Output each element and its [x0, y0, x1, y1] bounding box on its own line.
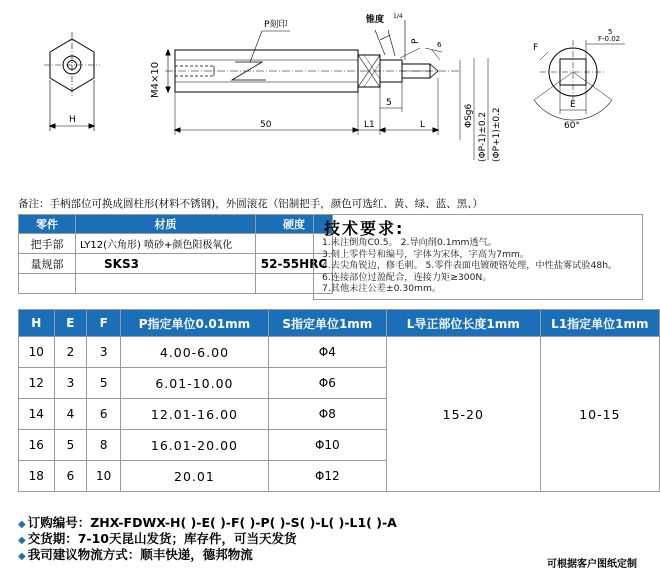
order-code: 订购编号：ZHX-FDWX-H( )-E( )-F( )-P( )-S( )-L( )-L1( )-A [27, 515, 397, 530]
label-taper-frac: 1/4 [393, 13, 403, 20]
label-taper: 锥度 [366, 15, 385, 25]
tech-lines [322, 237, 617, 295]
tech-line: 6.连接部位过盈配合，连接力矩≥300N。 [322, 271, 492, 283]
spec-table [18, 309, 660, 492]
materials-row [19, 274, 333, 294]
spec-p: 12.01-16.00 [121, 399, 269, 430]
label-h: H [69, 115, 76, 125]
materials-table [18, 214, 333, 294]
spec-header-p: P指定单位0.01mm [121, 310, 269, 337]
tech-line: 1.未注倒角C0.5。 2.导向削0.1mm透气。 [322, 237, 498, 248]
materials-header-row [19, 215, 333, 234]
spec-h: 16 [19, 430, 55, 461]
materials-material: SKS3 [76, 254, 256, 274]
materials-part [19, 274, 76, 294]
spec-header-l: L导正部位长度1mm [386, 310, 540, 337]
materials-header-part: 零件 [19, 215, 76, 234]
label-l1: L1 [364, 120, 375, 130]
spec-l-merged: 15-20 [386, 337, 540, 492]
label-e: E [570, 100, 576, 110]
spec-h: 12 [19, 368, 55, 399]
label-p-plus: (ΦP+1)±0.2 [492, 107, 502, 162]
spec-header-f: F [87, 310, 121, 337]
spec-l1-merged: 10-15 [540, 337, 659, 492]
logistics-text: 我司建议物流方式：顺丰快递，德邦物流 [27, 547, 253, 562]
spec-e: 2 [54, 337, 87, 368]
diamond-bullet-icon: ◆ [18, 551, 26, 562]
label-angle: 60° [564, 121, 580, 131]
materials-material [76, 274, 256, 294]
label-50: 50 [260, 120, 272, 130]
spec-f: 3 [87, 337, 121, 368]
diamond-bullet-icon: ◆ [18, 519, 26, 530]
label-p: P [411, 38, 421, 44]
label-5-top: 5 [608, 28, 613, 36]
custom-drawing-note: 可根据客户图纸定制 [547, 559, 637, 570]
label-m4x10: M4×10 [150, 61, 161, 98]
spec-p: 6.01-10.00 [121, 368, 269, 399]
spec-s: Φ6 [268, 368, 386, 399]
label-p-mark: P刻印 [264, 20, 288, 30]
spec-p: 4.00-6.00 [121, 337, 269, 368]
spec-header-h: H [19, 310, 55, 337]
tech-line: 3.刻上零件号和编号，字体为宋体，字高为7mm。 [322, 248, 530, 260]
spec-e: 4 [54, 399, 87, 430]
spec-p: 16.01-20.00 [121, 430, 269, 461]
spec-h: 18 [19, 461, 55, 492]
spec-e: 6 [54, 461, 87, 492]
spec-e: 3 [54, 368, 87, 399]
label-5: 5 [386, 98, 392, 108]
spec-h: 10 [19, 337, 55, 368]
tech-title: 技术要求: [324, 219, 405, 238]
spec-e: 5 [54, 430, 87, 461]
spec-p: 20.01 [121, 461, 269, 492]
label-f-tol: F-0.02 [598, 35, 621, 43]
spec-header-row [19, 310, 660, 337]
spec-row [19, 337, 660, 368]
label-p-minus: (ΦP-1)±0.2 [478, 111, 488, 162]
materials-part: 把手部 [19, 234, 76, 254]
spec-header-e: E [54, 310, 87, 337]
tech-line: 7.其他未注公差±0.30mm。 [322, 283, 442, 294]
spec-f: 8 [87, 430, 121, 461]
spec-header-l1: L1指定单位1mm [540, 310, 659, 337]
materials-hardness: 52-55HRC [256, 254, 333, 274]
materials-row [19, 234, 333, 254]
diamond-bullet-icon: ◆ [18, 535, 26, 546]
label-sg6: ΦSg6 [464, 103, 474, 128]
materials-material: LY12(六角形) 喷砂+颜色阳极氧化 [76, 234, 256, 254]
spec-s: Φ12 [268, 461, 386, 492]
spec-s: Φ8 [268, 399, 386, 430]
spec-f: 10 [87, 461, 121, 492]
spec-s: Φ4 [268, 337, 386, 368]
materials-header-material: 材质 [76, 215, 256, 234]
tech-line: 4.去尖角锐边，修毛刺。 5.零件表面电镀硬铬处理，中性盐雾试验48h。 [322, 260, 618, 271]
label-f: F [533, 43, 539, 53]
materials-row [19, 254, 333, 274]
spec-s: Φ10 [268, 430, 386, 461]
materials-part: 量规部 [19, 254, 76, 274]
spec-f: 5 [87, 368, 121, 399]
remark-note: 备注：手柄部位可换成圆柱形(材料不锈钢)，外圆滚花（铝制把手，颜色可选红、黄、绿、蓝、黑、） [18, 198, 483, 210]
spec-h: 14 [19, 399, 55, 430]
technical-drawing [0, 0, 660, 190]
spec-header-s: S指定单位1mm [268, 310, 386, 337]
delivery-text: 交货期：7-10天昆山发货；库存件，可当天发货 [27, 531, 297, 546]
tech-requirements-box [313, 214, 643, 300]
label-l: L [420, 120, 426, 130]
label-6: 6 [437, 41, 442, 49]
materials-header-hardness: 硬度 [256, 215, 333, 234]
logistics-line [18, 545, 253, 563]
spec-f: 6 [87, 399, 121, 430]
